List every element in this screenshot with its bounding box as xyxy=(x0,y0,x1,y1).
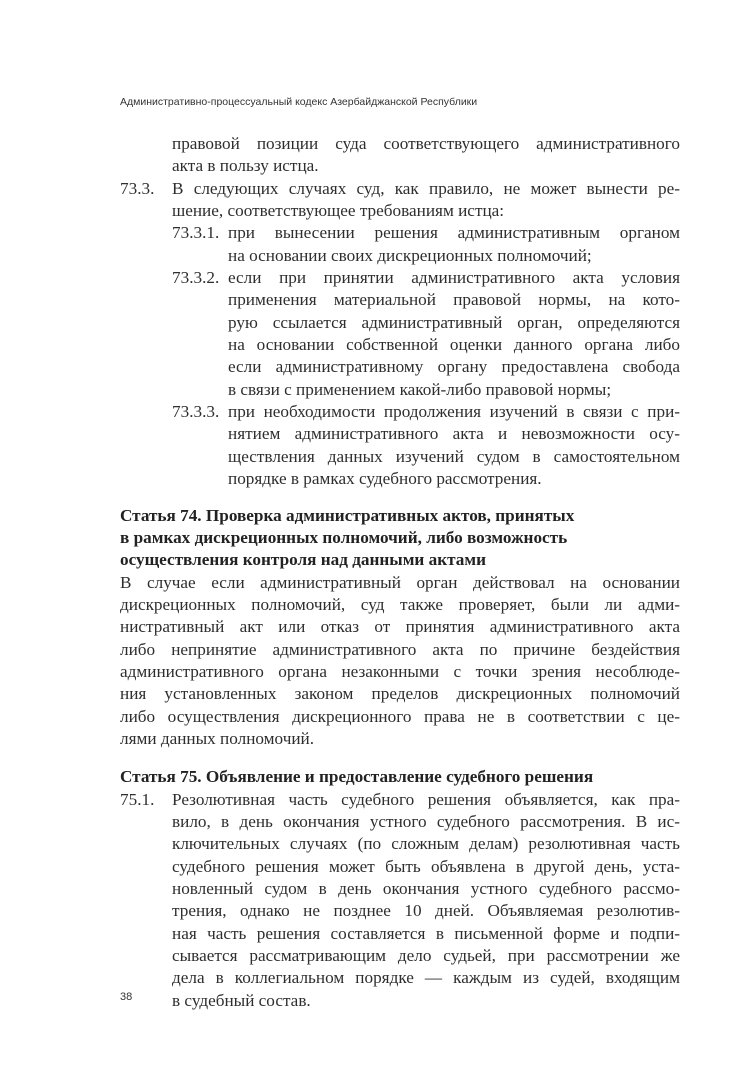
paragraph xyxy=(120,572,680,751)
page-content xyxy=(120,133,680,1012)
text-line: если при принятии административного акта условия xyxy=(228,268,680,288)
text-line: на основании собственной оценки данного органа либо xyxy=(228,335,680,355)
section-spacer xyxy=(120,750,680,766)
clause-number: 73.3. xyxy=(120,178,155,198)
text-line: лями данных полномочий. xyxy=(120,728,315,748)
text-line: административного органа незаконными с точки зрения несоблюде- xyxy=(120,661,680,681)
article-heading xyxy=(120,766,680,788)
text-line: ключительных случаях (по сложным делам) резолютивная часть xyxy=(172,834,680,854)
text-line: Статья 75. Объявление и предоставление судебного решения xyxy=(120,767,594,787)
text-line: на основании своих дискреционных полномочий; xyxy=(228,245,592,265)
text-line: ществления данных изучений судом в самостоятельном xyxy=(228,446,680,466)
text-line: при вынесении решения административным органом xyxy=(228,223,680,243)
text-line: в рамках дискреционных полномочий, либо возможность xyxy=(120,527,568,547)
paragraph xyxy=(120,401,680,490)
text-line: Статья 74. Проверка административных актов, принятых xyxy=(120,505,575,525)
text-line: нятием административного акта и невозможности осу- xyxy=(228,424,680,444)
paragraph xyxy=(120,178,680,223)
clause-number: 73.3.1. xyxy=(172,223,220,243)
text-line: в связи с применением какой-либо правовой нормы; xyxy=(228,379,612,399)
text-line: либо осуществления дискреционного права не в соответствии с це- xyxy=(120,706,680,726)
text-line: ная часть решения составляется в письменной форме и подпи- xyxy=(172,923,680,943)
text-line: при необходимости продолжения изучений в связи с при- xyxy=(228,402,680,422)
text-line: дискреционных полномочий, суд также проверяет, были ли адми- xyxy=(120,594,680,614)
text-line: нистративный акт или отказ от принятия административного акта xyxy=(120,617,680,637)
text-line: в судебный состав. xyxy=(172,990,311,1010)
clause-number: 75.1. xyxy=(120,789,155,809)
paragraph xyxy=(120,222,680,267)
section-spacer xyxy=(120,491,680,505)
text-line: В следующих случаях суд, как правило, не может вынести ре- xyxy=(172,178,680,198)
paragraph xyxy=(120,133,680,178)
text-line: либо непринятие административного акта по причине бездействия xyxy=(120,639,680,659)
text-line: трения, однако не позднее 10 дней. Объявляемая резолютив- xyxy=(172,901,680,921)
text-line: Резолютивная часть судебного решения объявляется, как пра- xyxy=(172,789,680,809)
text-line: рую ссылается административный орган, определяются xyxy=(228,312,680,332)
text-line: осуществления контроля над данными актами xyxy=(120,550,486,570)
article-heading xyxy=(120,505,680,572)
text-line: В случае если административный орган действовал на основании xyxy=(120,572,680,592)
text-line: дела в коллегиальном порядке — каждым из судей, входящим xyxy=(172,968,680,988)
text-line: судебного решения может быть объявлена в другой день, уста- xyxy=(172,856,680,876)
text-line: сывается рассматривающим дело судьей, при рассмотрении же xyxy=(172,946,680,966)
page-number: 38 xyxy=(120,991,133,1003)
text-line: ния установленных законом пределов дискреционных полномочий xyxy=(120,684,680,704)
text-line: если административному органу предоставлена свобода xyxy=(228,357,680,377)
text-line: вило, в день окончания устного судебного рассмотрения. В ис- xyxy=(172,811,680,831)
clause-number: 73.3.2. xyxy=(172,268,220,288)
text-line: применения материальной правовой нормы, на кото- xyxy=(228,290,680,310)
text-line: акта в пользу истца. xyxy=(172,156,319,176)
paragraph xyxy=(120,789,680,1012)
text-line: порядке в рамках судебного рассмотрения. xyxy=(228,469,542,489)
running-head: Административно-процессуальный кодекс Азербайджанской Республики xyxy=(120,96,478,108)
text-line: правовой позиции суда соответствующего административного xyxy=(172,134,680,153)
paragraph xyxy=(120,267,680,401)
text-line: шение, соответствующее требованиям истца: xyxy=(172,201,505,221)
text-line: новленный судом в день окончания устного судебного рассмо- xyxy=(172,879,680,898)
clause-number: 73.3.3. xyxy=(172,402,220,422)
